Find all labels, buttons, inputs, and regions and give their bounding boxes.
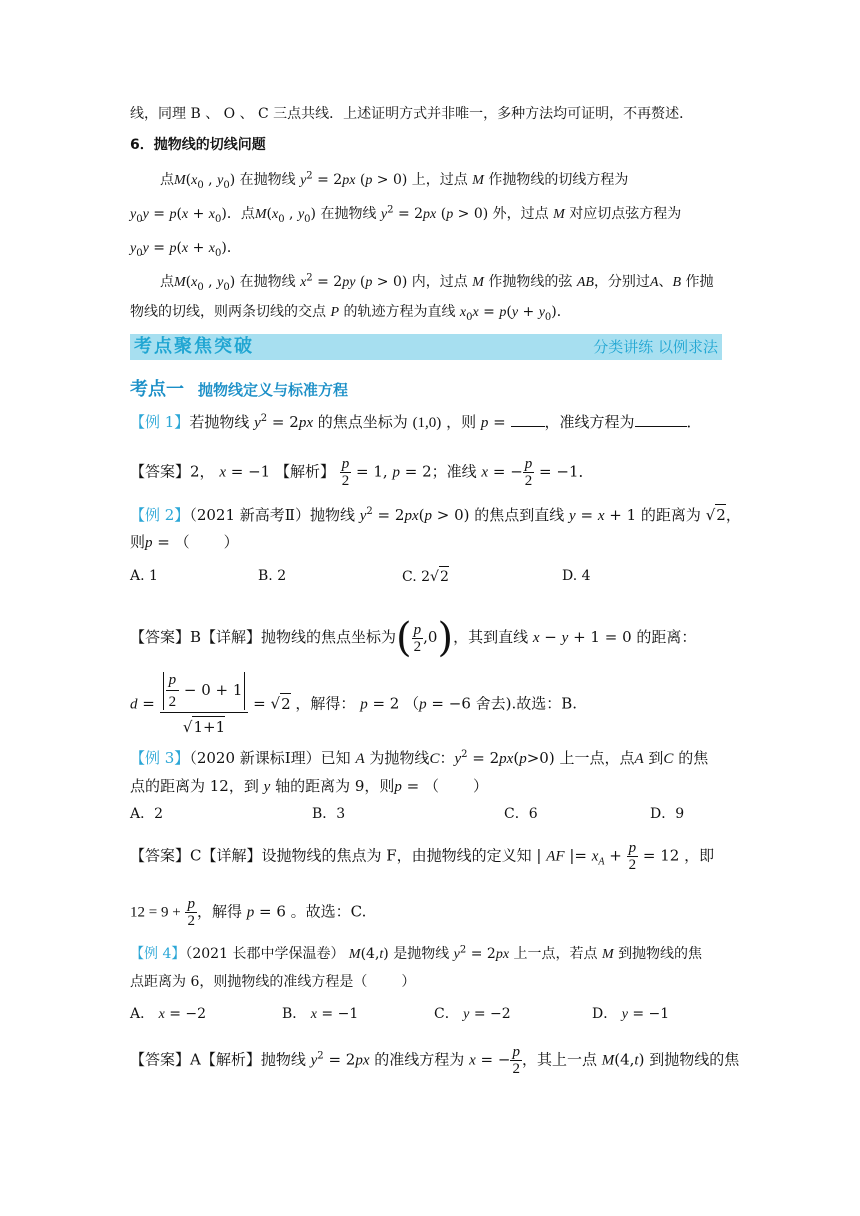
section-banner: [130, 334, 722, 360]
paragraph-line: 线，同理 B 、 O 、 C 三点共线．上述证明方式并非唯一，多种方法均可证明，不再赘述．: [130, 106, 694, 122]
example-2-solution: d = $\frac{p}{2}$ − 0 + 1 √1+1 = √2 ，解得： p = 2 （p = −6 舍去).故选：B.: [130, 672, 578, 736]
example-2-answer: 【答案】B【详解】抛物线的焦点坐标为( $\frac{p}{2}$ ,0)，其到直线 x − y + 1 = 0 的距离：: [130, 615, 697, 661]
option-c: C． y = −2: [434, 1006, 511, 1022]
example-tag: 【例 4】: [130, 946, 186, 962]
paragraph-line: 点$M(x_0$ , $y_0$) 在抛物线 $y^2 = 2px$ (p > 0) 上，过点 M 作抛物线的切线方程为: [160, 170, 629, 191]
banner-subtitle: 分类讲练 以例求法: [593, 338, 718, 356]
option-a: A. 1: [130, 568, 158, 584]
option-c: C. 2√2: [402, 566, 449, 587]
example-2-question-cont: 则p = （ ）: [130, 533, 239, 551]
example-3-question: 【例 3】（2020 新课标Ⅰ理）已知 A 为抛物线C：$y^2 = 2px(p>0)$ 上一点，点A 到C 的焦: [130, 749, 709, 767]
option-d: D. 4: [562, 568, 591, 584]
example-1-answer: 【答案】2， x = −1 【解析】 $\frac{p}{2}$ = 1, p = 2；准线 x = − $\frac{p}{2}$ = −1．: [130, 456, 594, 489]
topic-heading: 考点一 抛物线定义与标准方程: [130, 379, 349, 400]
example-4-answer: 【答案】A【解析】抛物线 $y^2 = 2px$ 的准线方程为 x = − $\frac{p}{2}$ ，其上一点 M(4,t) 到抛物线的焦: [130, 1044, 740, 1077]
example-4-question-cont: 点距离为 6，则抛物线的准线方程是（ ）: [130, 974, 416, 990]
example-3-answer: 【答案】C【详解】设抛物线的焦点为 F，由抛物线的定义知 | AF |= $x_A$ + $\frac{p}{2}$ = 12 ，即: [130, 840, 715, 873]
example-tag: 【例 1】: [130, 413, 190, 431]
option-a: A． x = −2: [130, 1006, 207, 1022]
paragraph-line: $y_0y = p(x + x_0)$．点$M(x_0$ , $y_0$) 在抛物线 $y^2 = 2px$ (p > 0) 外，过点 M 对应切点弦方程为: [130, 204, 682, 225]
section-heading: 6．抛物线的切线问题: [130, 137, 266, 153]
paragraph-line: $y_0y = p(x + x_0)$．: [130, 240, 241, 259]
example-3-question-cont: 点的距离为 12，到 y 轴的距离为 9，则p = （ ）: [130, 777, 489, 795]
example-2-question: 【例 2】（2021 新高考Ⅱ）抛物线 $y^2 = 2px(p > 0)$ 的焦点到直线 y = x + 1 的距离为 √2，: [130, 506, 741, 524]
example-tag: 【例 2】: [130, 506, 190, 524]
banner-title: 考点聚焦突破: [134, 336, 254, 357]
option-a: A．2: [130, 806, 164, 822]
option-b: B．3: [312, 806, 346, 822]
paragraph-line: 物线的切线，则两条切线的交点 P 的轨迹方程为直线 $x_0x = p(y + y_0)$．: [130, 304, 571, 323]
example-tag: 【例 3】: [130, 749, 190, 767]
example-1-question: 【例 1】若抛物线 $y^2 = 2px$ 的焦点坐标为 (1,0) ，则 p = ，准线方程为 ．: [130, 413, 702, 431]
example-3-solution: 12 = 9 + $\frac{p}{2}$ ，解得 p = 6 。故选：C.: [130, 896, 367, 929]
option-b: B. 2: [258, 568, 287, 584]
example-4-question: 【例 4】（2021 长郡中学保温卷） M(4,t) 是抛物线 $y^2 = 2px$ 上一点，若点 M 到抛物线的焦: [130, 944, 703, 962]
paragraph-line: 点$M(x_0$ , $y_0$) 在抛物线 $x^2 = 2py$ (p > 0) 内，过点 M 作抛物线的弦 AB，分别过A、B 作抛: [160, 272, 714, 293]
option-b: B． x = −1: [282, 1006, 359, 1022]
option-d: D． y = −1: [592, 1006, 670, 1022]
option-d: D．9: [650, 806, 685, 822]
option-c: C．6: [504, 806, 538, 822]
